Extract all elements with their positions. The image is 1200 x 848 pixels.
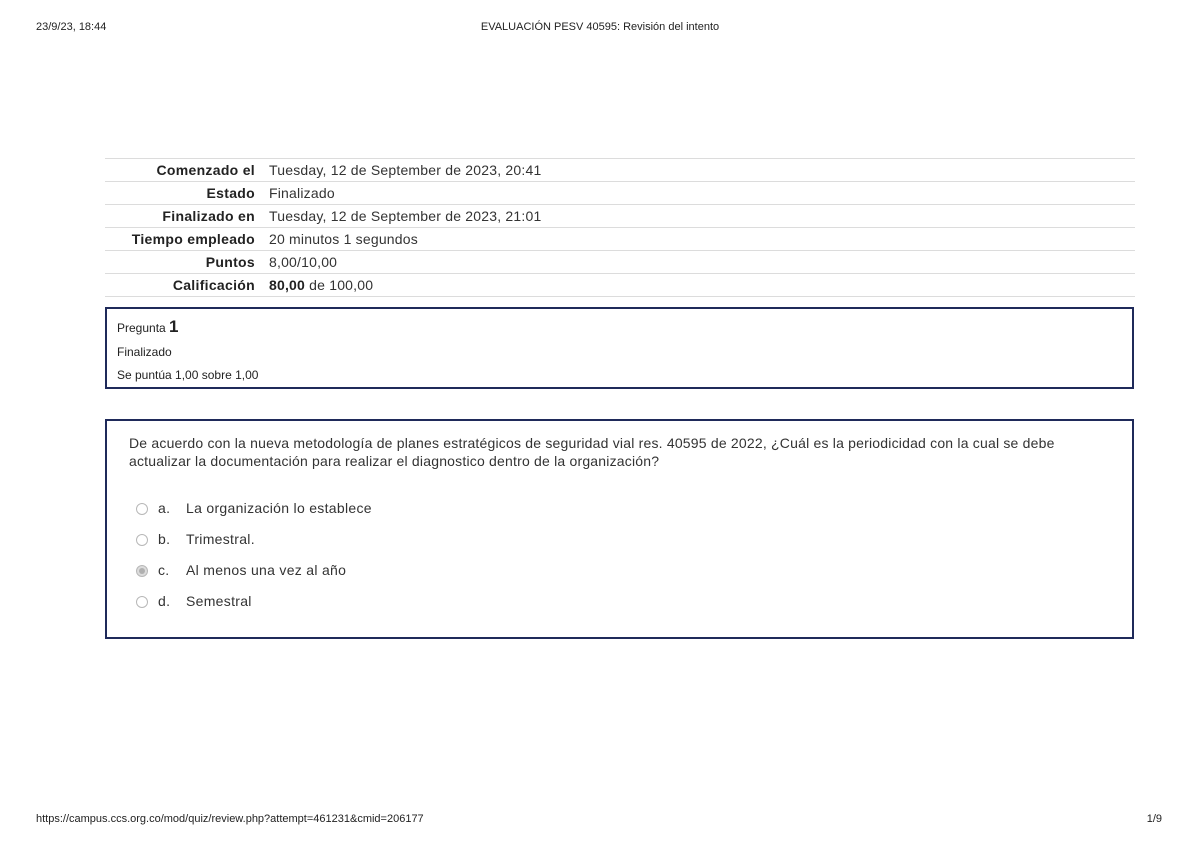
print-page-title: EVALUACIÓN PESV 40595: Revisión del intento	[480, 21, 720, 33]
summary-value: Tuesday, 12 de September de 2023, 20:41	[269, 162, 542, 178]
summary-label: Estado	[206, 185, 255, 201]
summary-value: 20 minutos 1 segundos	[269, 231, 418, 247]
radio-button-icon[interactable]	[136, 596, 148, 608]
answer-letter: c.	[158, 561, 170, 578]
summary-label: Comenzado el	[156, 162, 255, 178]
summary-row-finished	[105, 205, 1135, 228]
answer-letter: a.	[158, 499, 171, 516]
answer-list	[129, 492, 1110, 616]
summary-value: Finalizado	[269, 185, 335, 201]
grade-suffix: de 100,00	[309, 277, 374, 293]
answer-letter: b.	[158, 530, 171, 547]
answer-label: Trimestral.	[186, 530, 255, 547]
answer-letter: d.	[158, 592, 171, 609]
summary-label: Finalizado en	[162, 208, 255, 224]
answer-option-c[interactable]	[136, 554, 1110, 585]
question-content-box	[105, 419, 1134, 639]
grade-number: 80,00	[269, 277, 306, 293]
radio-button-icon[interactable]	[136, 503, 148, 515]
summary-row-state	[105, 182, 1135, 205]
summary-label: Calificación	[172, 277, 255, 293]
question-number: 1	[169, 317, 179, 336]
summary-value: 8,00/10,00	[269, 254, 338, 270]
question-prefix: Pregunta	[117, 321, 166, 335]
answer-option-a[interactable]	[136, 492, 1110, 523]
question-state: Finalizado	[117, 345, 172, 359]
answer-label: Semestral	[186, 592, 252, 609]
attempt-summary-table	[105, 158, 1135, 297]
answer-label: Al menos una vez al año	[186, 561, 347, 578]
print-page-number: 1/9	[1146, 813, 1162, 825]
answer-label: La organización lo establece	[186, 499, 372, 516]
answer-option-d[interactable]	[136, 585, 1110, 616]
summary-label: Puntos	[205, 254, 255, 270]
question-grade: Se puntúa 1,00 sobre 1,00	[117, 368, 259, 382]
summary-row-started	[105, 159, 1135, 182]
question-text: De acuerdo con la nueva metodología de planes estratégicos de seguridad vial res. 40595 de 2022, ¿Cuál es la periodicidad con la cual se debe actualizar la documentación para realizar el diagnostico dentro de la organización?	[129, 435, 1055, 469]
summary-row-grade	[105, 274, 1135, 297]
summary-value: Tuesday, 12 de September de 2023, 21:01	[269, 208, 542, 224]
radio-button-checked-icon[interactable]	[136, 565, 148, 577]
question-number-line	[117, 317, 1122, 337]
question-info-box	[105, 307, 1134, 389]
summary-row-time-taken	[105, 228, 1135, 251]
summary-grade-value	[263, 274, 1135, 297]
print-url: https://campus.ccs.org.co/mod/quiz/review.php?attempt=461231&cmid=206177	[36, 813, 424, 825]
summary-label: Tiempo empleado	[131, 231, 255, 247]
print-datetime: 23/9/23, 18:44	[36, 21, 107, 33]
radio-button-icon[interactable]	[136, 534, 148, 546]
answer-option-b[interactable]	[136, 523, 1110, 554]
summary-row-marks	[105, 251, 1135, 274]
